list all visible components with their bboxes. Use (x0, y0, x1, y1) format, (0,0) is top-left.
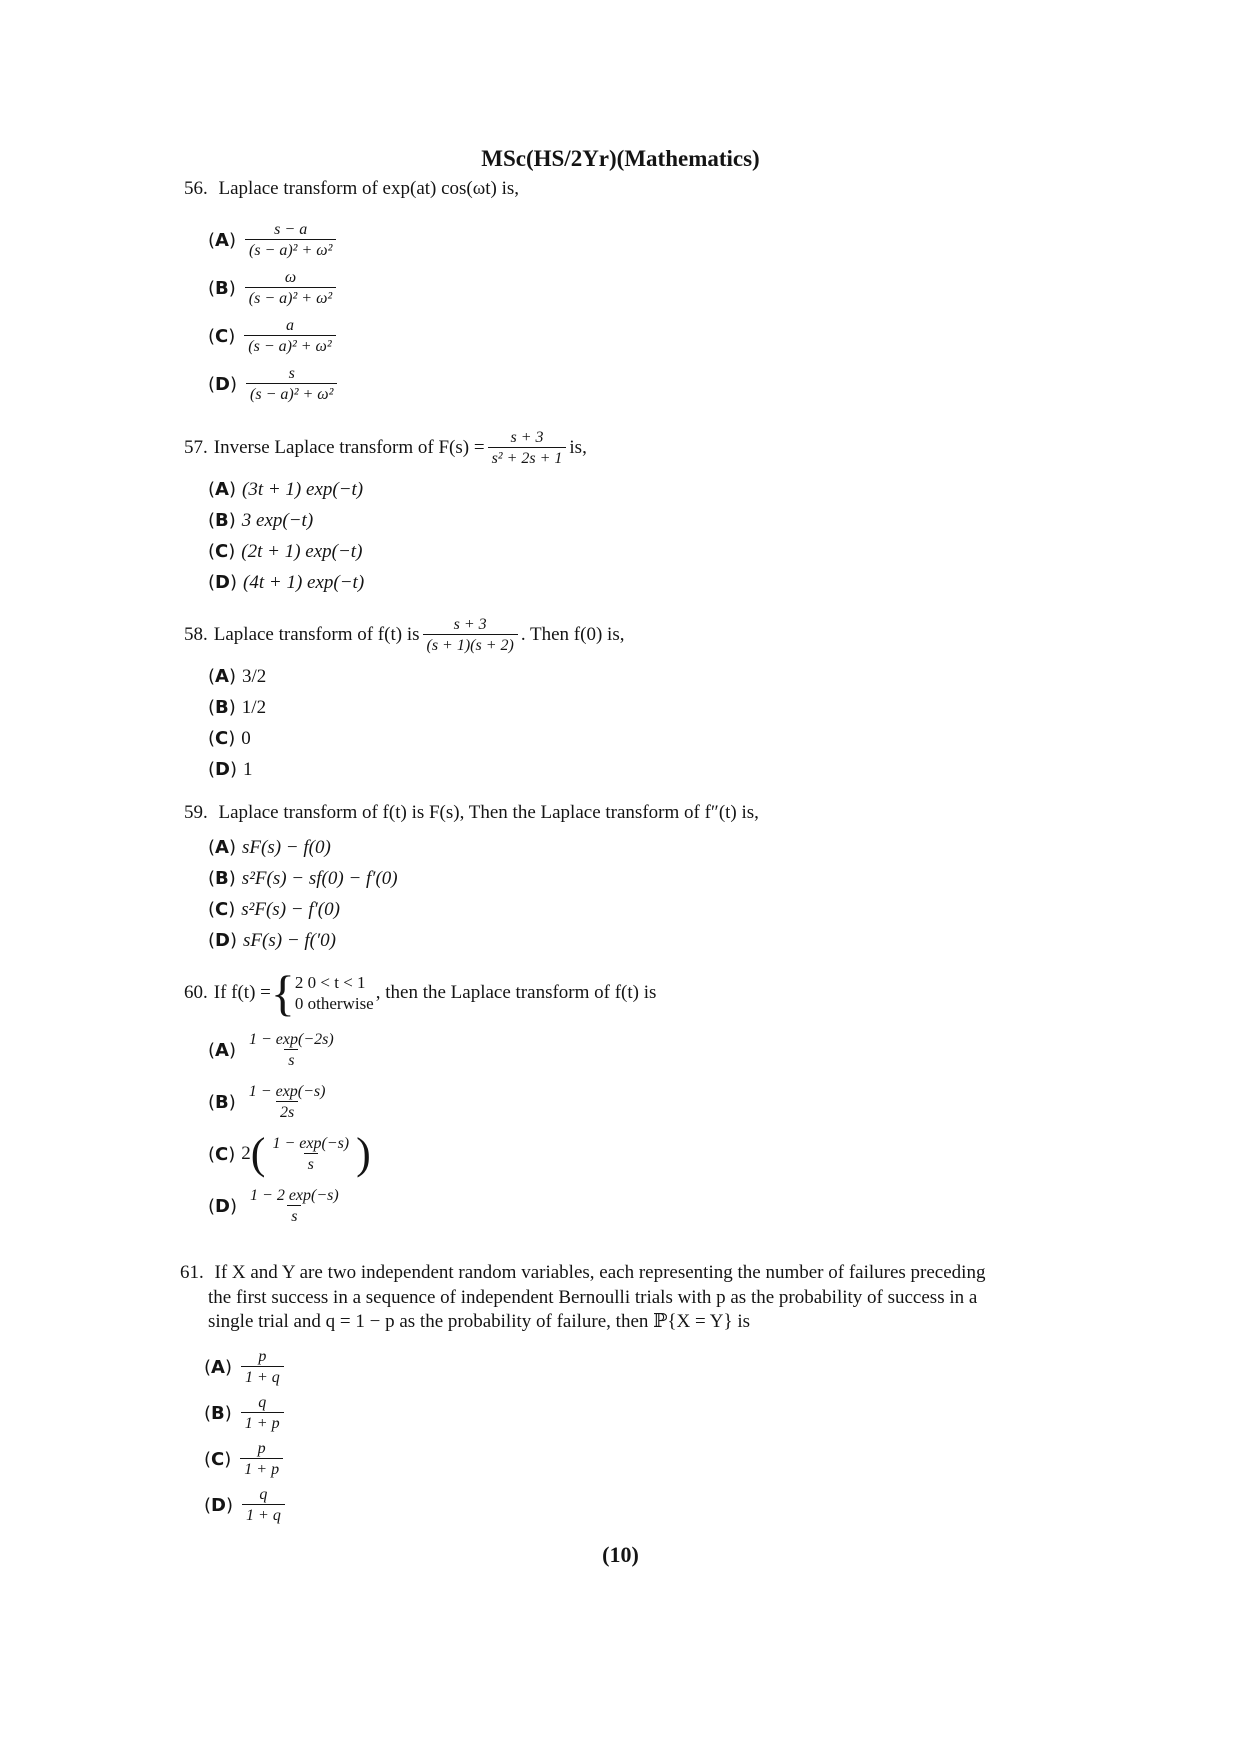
option-b[interactable] (208, 863, 1091, 894)
option-a[interactable] (208, 474, 1091, 505)
question-text-line-2: the first success in a sequence of independent Bernoulli trials with p as the probability of success in a (208, 1287, 978, 1308)
question-60 (184, 965, 1091, 1232)
question-text: Laplace transform of exp(at) cos(ωt) is, (218, 178, 520, 199)
question-text: Laplace transform of f(t) is F(s), Then the Laplace transform of f″(t) is, (218, 802, 759, 823)
option-text: s²F(s) − f′(0) (241, 898, 340, 920)
case-2: 0 otherwise (294, 994, 374, 1013)
option-c[interactable] (204, 1436, 1091, 1482)
option-label: (B) (208, 277, 236, 299)
option-text: sF(s) − f(′0) (243, 929, 336, 951)
options (184, 474, 1091, 598)
option-text: (4t + 1) exp(−t) (243, 571, 365, 593)
option-a[interactable] (204, 1344, 1091, 1390)
option-c[interactable] (208, 536, 1091, 567)
question-number: 60. (184, 982, 208, 1003)
question-text-line-3: single trial and q = 1 − p as the probability of failure, then ℙ{X = Y} is (208, 1311, 751, 1332)
option-b[interactable] (208, 505, 1091, 536)
option-text: 1/2 (241, 696, 267, 718)
option-label: (D) (208, 930, 238, 951)
option-a[interactable] (208, 216, 1091, 264)
question-number: 57. (184, 437, 208, 458)
fraction: $\frac{1 - 2 \exp(-s)}{s}$ (250, 1187, 339, 1225)
question-text-line-1: If X and Y are two independent random variables, each representing the number of failures preceding (214, 1262, 986, 1283)
question-57-stem (184, 428, 587, 468)
option-label: (A) (208, 229, 236, 251)
case-1: 2 0 < t < 1 (294, 973, 366, 992)
option-c[interactable] (208, 723, 1091, 754)
question-text: If f(t) = (213, 982, 271, 1003)
option-d[interactable] (208, 360, 1091, 408)
option-b[interactable] (208, 264, 1091, 312)
option-label: (D) (208, 1195, 238, 1217)
option-text: 0 (241, 727, 251, 749)
question-number: 61. (180, 1262, 204, 1283)
option-label: (B) (204, 1402, 232, 1424)
fraction: $\frac{s + 3}{\text{s² + 2s + 1}}$ (488, 428, 567, 468)
question-56 (184, 176, 1091, 408)
question-text-end: . Then f(0) is, (520, 624, 625, 645)
option-text: 3/2 (242, 665, 267, 687)
option-c[interactable] (208, 312, 1091, 360)
option-label: (D) (208, 373, 238, 395)
option-c[interactable] (208, 1128, 1091, 1180)
fraction: $\frac{q}{1 + p}$ (241, 1393, 284, 1433)
question-59-stem (184, 800, 1091, 826)
options (184, 661, 1091, 785)
question-58-stem (184, 615, 624, 655)
option-b[interactable] (204, 1390, 1091, 1436)
option-d[interactable] (208, 567, 1091, 598)
option-label: (A) (208, 1039, 236, 1061)
option-d[interactable] (208, 754, 1091, 785)
option-label: (B) (208, 1091, 236, 1113)
option-text: 3 exp(−t) (241, 509, 314, 531)
piecewise-cases (295, 972, 374, 1014)
question-60-stem (184, 965, 657, 1021)
options (184, 1024, 1091, 1232)
coefficient: 2 (241, 1143, 251, 1164)
fraction: $\frac{a}{\text{(s − a)² + ω²}}$ (244, 316, 335, 356)
option-text: (3t + 1) exp(−t) (242, 478, 364, 500)
option-label: (D) (208, 572, 238, 593)
option-label: (C) (208, 1143, 236, 1165)
page-header: MSc(HS/2Yr)(Mathematics) (481, 146, 760, 171)
options (184, 832, 1091, 956)
fraction: $\frac{1 - \exp(-s)}{2s}$ (248, 1083, 326, 1121)
page-number: (10) (602, 1542, 639, 1567)
left-paren: ( (250, 1129, 266, 1178)
question-57 (184, 428, 1091, 598)
option-b[interactable] (208, 1076, 1091, 1128)
question-59 (184, 800, 1091, 956)
option-label: (C) (208, 325, 236, 347)
question-61-stem (180, 1260, 1091, 1286)
option-c[interactable] (208, 894, 1091, 925)
question-text: Laplace transform of f(t) is (213, 624, 420, 645)
option-text: 1 (243, 758, 253, 780)
left-brace: { (270, 965, 295, 1021)
option-a[interactable] (208, 832, 1091, 863)
question-number: 58. (184, 624, 208, 645)
option-label: (A) (208, 837, 236, 858)
fraction: $\frac{s + 3}{(s + 1)(s + 2)}$ (423, 615, 518, 655)
option-b[interactable] (208, 692, 1091, 723)
option-d[interactable] (208, 1180, 1091, 1232)
option-a[interactable] (208, 1024, 1091, 1076)
option-label: (C) (208, 899, 236, 920)
option-a[interactable] (208, 661, 1091, 692)
option-label: (D) (208, 759, 238, 780)
option-text: (2t + 1) exp(−t) (241, 540, 363, 562)
options (180, 1344, 1091, 1528)
question-56-stem (184, 176, 1091, 202)
question-text: Inverse Laplace transform of F(s) = (213, 437, 485, 458)
option-d[interactable] (204, 1482, 1091, 1528)
fraction: $\frac{p}{1 + p}$ (240, 1439, 283, 1479)
option-label: (B) (208, 510, 236, 531)
option-label: (B) (208, 868, 236, 889)
question-61 (180, 1260, 1091, 1528)
option-text: sF(s) − f(0) (242, 836, 331, 858)
right-paren: ) (356, 1129, 371, 1178)
option-label: (A) (204, 1356, 232, 1378)
fraction: $\frac{q}{1 + q}$ (242, 1485, 285, 1525)
option-label: (B) (208, 697, 236, 718)
fraction: $\frac{\omega}{\text{(s − a)² + ω²}}$ (245, 268, 336, 308)
fraction: $\frac{p}{1 + q}$ (241, 1347, 284, 1387)
option-label: (D) (204, 1494, 234, 1516)
question-58 (184, 615, 1091, 785)
fraction: $\frac{s}{\text{(s − a)² + ω²}}$ (246, 364, 337, 404)
fraction: $\frac{1 - \exp(-s)}{s}$ (272, 1135, 350, 1173)
fraction: $\frac{1 - \exp(-2s)}{s}$ (249, 1031, 334, 1069)
fraction: $\frac{s - a}{\text{(s − a)² + ω²}}$ (245, 220, 336, 260)
question-text-end: , then the Laplace transform of f(t) is (375, 982, 657, 1003)
options (184, 216, 1091, 408)
option-label: (C) (208, 541, 236, 562)
option-label: (A) (208, 666, 236, 687)
option-d[interactable] (208, 925, 1091, 956)
option-label: (C) (208, 728, 236, 749)
option-text: s²F(s) − sf(0) − f′(0) (241, 867, 398, 889)
question-number: 56. (184, 178, 208, 199)
option-label: (C) (204, 1448, 232, 1470)
question-number: 59. (184, 802, 208, 823)
option-label: (A) (208, 479, 236, 500)
question-text-end: is, (569, 437, 587, 458)
